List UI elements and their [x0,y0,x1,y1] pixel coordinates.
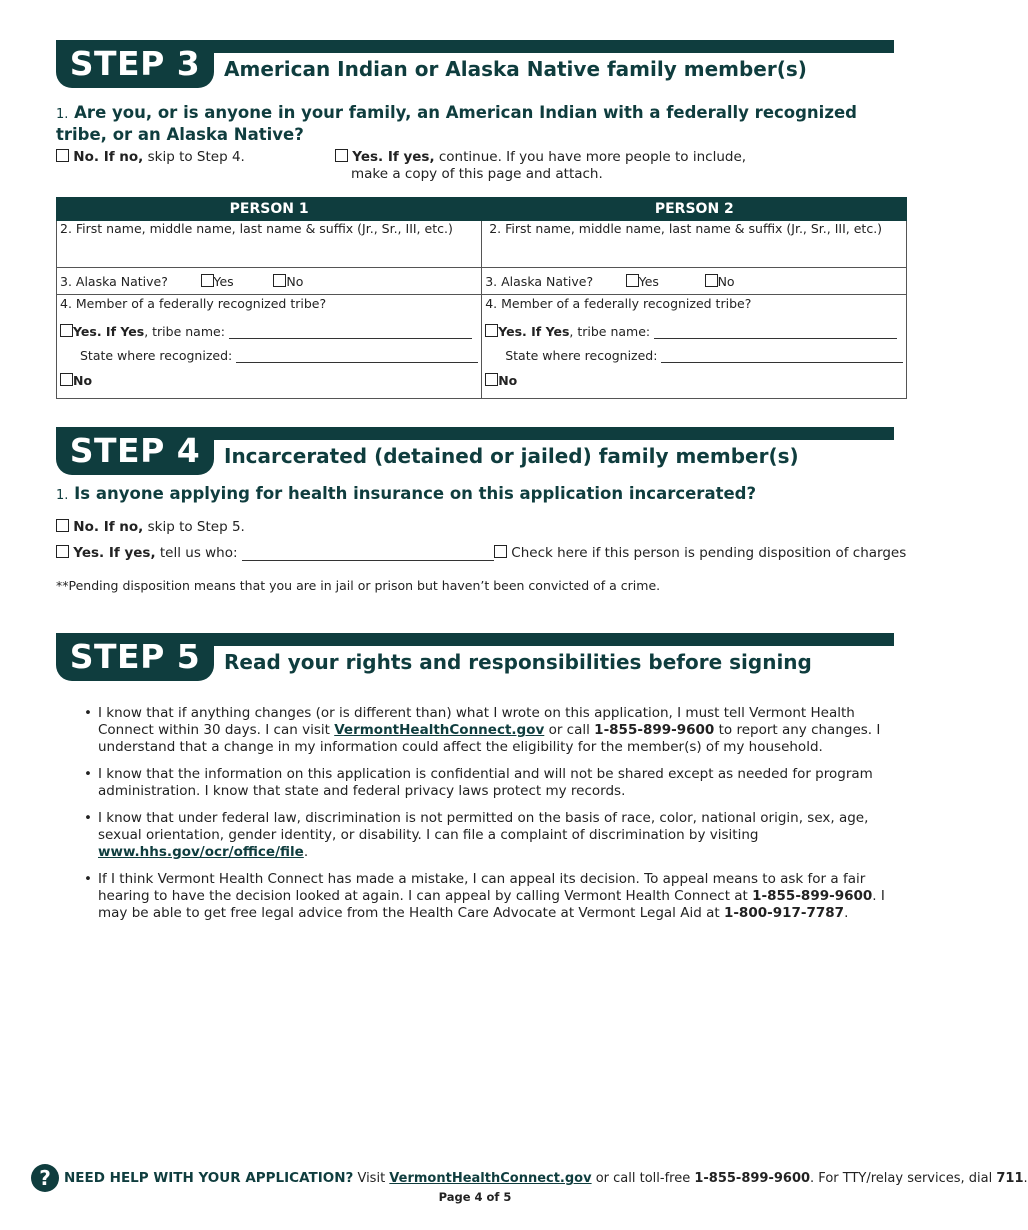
person2-alaska-no-checkbox[interactable] [705,274,718,287]
rights-list [84,705,896,932]
vhc-link-1[interactable]: VermontHealthConnect.gov [334,722,545,738]
rights-item-2: • I know that the information on this application is confidential and will not be shared except as needed for program administration. I know that state and federal privacy laws protect my records. [84,766,873,799]
step3-yes-checkbox[interactable] [335,149,348,162]
person1-tribe-no-checkbox[interactable] [60,373,73,386]
page-number: Page 4 of 5 [438,1190,512,1204]
step3-question: 1. Are you, or is anyone in your family, an American Indian with a federally recognized tribe, or an Alaska Native? [56,103,857,144]
help-footer: NEED HELP WITH YOUR APPLICATION? Visit VermontHealthConnect.gov or call toll-free 1-855-899-9600. For TTY/relay services, dial 711. [64,1170,1028,1186]
person1-alaska-no-checkbox[interactable] [273,274,286,287]
step3-title: American Indian or Alaska Native family member(s) [224,57,807,81]
person2-tribe-yes-checkbox[interactable] [485,324,498,337]
help-question-icon: ? [31,1164,59,1192]
step3-no-checkbox[interactable] [56,149,69,162]
persons-table [56,197,907,399]
step4-yes-checkbox[interactable] [56,545,69,558]
rights-item-4: • If I think Vermont Health Connect has made a mistake, I can appeal its decision. To appeal means to ask for a fair hearing to have the decision looked at again. I can appeal by calling Vermont Health Connect at 1-855-899-9600. I may be able to get free legal advice from the Health Care Advocate at Vermont Legal Aid at 1-800-917-7787. [84,871,885,921]
step4-footnote: **Pending disposition means that you are in jail or prison but haven’t been convicted of a crime. [56,578,661,593]
person1-name-field[interactable]: 2. First name, middle name, last name & suffix (Jr., Sr., III, etc.) [57,221,482,268]
person1-header: PERSON 1 [57,198,482,221]
step4-who-line[interactable] [242,548,494,561]
person2-state-line[interactable] [661,350,903,363]
rights-item-1: • I know that if anything changes (or is different than) what I wrote on this application, I must tell Vermont Health Connect within 30 days. I can visit VermontHealthConnect.gov or call 1-855-899-9600 to report any changes. I understand that a change in my information could affect the eligibility for the member(s) of my household. [84,705,881,755]
person1-tribe-section: 4. Member of a federally recognized tribe? Yes. If Yes, tribe name: State where recognized: No [57,295,482,399]
step4-pending-option[interactable]: Check here if this person is pending disposition of charges [494,545,906,561]
step4-yes-option[interactable]: Yes. If yes, tell us who: [56,545,494,561]
person1-alaska-yes-checkbox[interactable] [201,274,214,287]
step4-pending-checkbox[interactable] [494,545,507,558]
step4-label: STEP 4 [56,427,214,475]
hhs-ocr-link[interactable]: www.hhs.gov/ocr/office/file [98,844,304,860]
step4-question: 1. Is anyone applying for health insurance on this application incarcerated? [56,484,757,503]
vhc-footer-link[interactable]: VermontHealthConnect.gov [389,1171,592,1186]
step4-title: Incarcerated (detained or jailed) family member(s) [224,444,799,468]
rights-item-3: • I know that under federal law, discrimination is not permitted on the basis of race, color, national origin, sex, age, sexual orientation, gender identity, or disability. I can file a complaint of discrimination by visiting www.hhs.gov/ocr/office/file. [84,810,869,860]
step5-title: Read your rights and responsibilities before signing [224,650,812,674]
step5-label: STEP 5 [56,633,214,681]
step3-yes-option[interactable]: Yes. If yes, continue. If you have more people to include, make a copy of this page and attach. [335,149,755,183]
person2-tribe-section: 4. Member of a federally recognized tribe? Yes. If Yes, tribe name: State where recognized: No [482,295,907,399]
person2-alaska-yes-checkbox[interactable] [626,274,639,287]
person2-tribe-no-checkbox[interactable] [485,373,498,386]
person2-tribe-name-line[interactable] [654,326,897,339]
person2-alaska-row: 3. Alaska Native? Yes No [482,268,907,295]
step4-no-checkbox[interactable] [56,519,69,532]
person2-name-field[interactable]: 2. First name, middle name, last name & suffix (Jr., Sr., III, etc.) [482,221,907,268]
person1-tribe-name-line[interactable] [229,326,472,339]
step3-no-option[interactable]: No. If no, skip to Step 4. [56,149,245,165]
step3-label: STEP 3 [56,40,214,88]
person1-state-line[interactable] [236,350,478,363]
person1-alaska-row: 3. Alaska Native? Yes No [57,268,482,295]
person2-header: PERSON 2 [482,198,907,221]
person1-tribe-yes-checkbox[interactable] [60,324,73,337]
step4-no-option[interactable]: No. If no, skip to Step 5. [56,519,245,535]
